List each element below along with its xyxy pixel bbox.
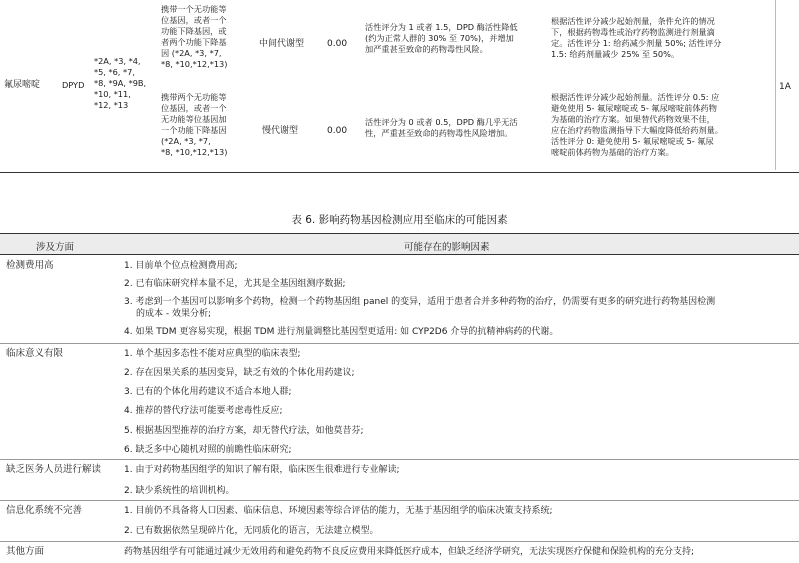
genotype-description bbox=[161, 92, 245, 158]
column-divider bbox=[775, 0, 776, 170]
recommendation-line: 为基础的治疗方案。如果替代药物效果不佳， bbox=[551, 114, 715, 124]
description-line: 携带一个无功能等 bbox=[161, 4, 227, 14]
factor-item-continuation: 的成本 - 效果分析; bbox=[136, 309, 212, 319]
recommendation-line: 根据活性评分减少起始剂量，条件允许的情况 bbox=[551, 16, 715, 26]
effect-line: 活性评分为 1 或者 1.5，DPD 酶活性降低 bbox=[365, 22, 518, 32]
group-divider bbox=[0, 500, 799, 501]
factor-item: 药物基因组学有可能通过减少无效用药和避免药物不良反应费用来降低医疗成本，但缺乏经济学研究，无法实现医疗保健和保险机构的充分支持; bbox=[124, 547, 695, 557]
description-line: 携带两个无功能等 bbox=[161, 92, 227, 102]
allele-line: *12, *13 bbox=[94, 100, 129, 110]
factor-item: 1. 由于对药物基因组学的知识了解有限，临床医生很难进行专业解读; bbox=[124, 465, 400, 475]
allele-line: *5, *6, *7, bbox=[94, 67, 135, 77]
effect-line: 性，严重甚至致命的药物毒性风险增加。 bbox=[365, 128, 513, 138]
factor-item: 1. 目前单个位点检测费用高; bbox=[124, 261, 238, 271]
effect-line: 活性评分为 0 或者 0.5，DPD 酶几乎无活 bbox=[365, 117, 518, 127]
effect-line: 加严重甚至致命的药物毒性风险。 bbox=[365, 44, 488, 54]
category-label: 信息化系统不完善 bbox=[6, 505, 83, 516]
description-line: 位基因，或者一个 bbox=[161, 15, 227, 25]
activity-score: 0.00 bbox=[327, 39, 348, 49]
description-line: 因 (*2A, *3, *7, bbox=[161, 48, 222, 58]
phenotype: 中间代谢型 bbox=[259, 39, 305, 49]
effect-line: (约为正常人群的 30% 至 70%)，并增加 bbox=[365, 33, 514, 43]
recommendation-line: 活性评分 0: 避免使用 5- 氟尿嘧啶或 5- 氟尿 bbox=[551, 136, 714, 146]
description-line: *8, *10,*12,*13) bbox=[161, 147, 228, 157]
drug-name: 氟尿嘧啶 bbox=[4, 80, 41, 90]
effect-text bbox=[365, 117, 547, 139]
factor-item: 5. 根据基因型推荐的治疗方案，却无替代疗法，如他莫昔芬; bbox=[124, 426, 364, 436]
recommendation-line: 下，根据药物毒性或治疗药物监测进行剂量滴 bbox=[551, 27, 715, 37]
header-bottom-rule bbox=[0, 254, 799, 255]
recommendation-line: 避免使用 5- 氟尿嘧啶或 5- 氟尿嘧啶前体药物 bbox=[551, 103, 717, 113]
factor-item: 4. 如果 TDM 更容易实现，根据 TDM 进行剂量调整比基因型更适用: 如 CYP2D6 介导的抗精神病药的代谢。 bbox=[124, 327, 559, 337]
factor-item: 2. 存在因果关系的基因变异，缺乏有效的个体化用药建议; bbox=[124, 368, 355, 378]
recommendation-text bbox=[551, 92, 773, 158]
factor-item: 1. 目前仍不具备将人口因素、临床信息、环境因素等综合评估的能力，无基于基因组学的临床决策支持系统; bbox=[124, 506, 553, 516]
recommendation-text bbox=[551, 16, 773, 60]
factor-item: 3. 已有的个体化用药建议不适合本地人群; bbox=[124, 387, 292, 397]
gene-name: DPYD bbox=[62, 80, 85, 90]
allele-list bbox=[94, 56, 160, 111]
group-divider bbox=[0, 459, 799, 460]
activity-score: 0.00 bbox=[327, 126, 348, 136]
description-line: (*2A, *3, *7, bbox=[161, 136, 211, 146]
description-line: *8, *10,*12,*13) bbox=[161, 59, 228, 69]
header-top-rule bbox=[0, 233, 799, 234]
category-label: 临床意义有限 bbox=[6, 348, 64, 359]
allele-line: *8, *9A, *9B, bbox=[94, 78, 147, 88]
group-divider bbox=[0, 343, 799, 344]
category-label: 缺乏医务人员进行解读 bbox=[6, 464, 102, 475]
allele-line: *2A, *3, *4, bbox=[94, 56, 141, 66]
table-bottom-rule bbox=[0, 172, 799, 173]
factor-item: 6. 缺乏多中心随机对照的前瞻性临床研究; bbox=[124, 445, 292, 455]
evidence-level: 1A bbox=[779, 82, 791, 92]
factor-item: 3. 考虑到一个基因可以影响多个药物，检测一个药物基因组 panel 的变异，适用于患者合并多种药物的治疗，仍需要有更多的研究进行药物基因检测 bbox=[124, 297, 716, 307]
factor-item: 2. 已有临床研究样本量不足，尤其是全基因组测序数据; bbox=[124, 279, 346, 289]
recommendation-line: 嘧啶前体药物为基础的治疗方案。 bbox=[551, 147, 674, 157]
description-line: 位基因，或者一个 bbox=[161, 103, 227, 113]
table-caption: 表 6. 影响药物基因检测应用至临床的可能因素 bbox=[291, 214, 508, 226]
header-band bbox=[0, 234, 799, 254]
description-line: 功能下降基因，或 bbox=[161, 26, 227, 36]
column-header: 可能存在的影响因素 bbox=[404, 242, 490, 253]
factor-item: 2. 缺少系统性的培训机构。 bbox=[124, 486, 235, 496]
factor-item: 1. 单个基因多态性不能对应典型的临床表型; bbox=[124, 349, 301, 359]
description-line: 无功能等位基因加 bbox=[161, 114, 227, 124]
description-line: 者两个功能下降基 bbox=[161, 37, 227, 47]
genotype-description bbox=[161, 4, 245, 70]
description-line: 一个功能下降基因 bbox=[161, 125, 227, 135]
column-header: 涉及方面 bbox=[36, 242, 75, 253]
allele-line: *10, *11, bbox=[94, 89, 131, 99]
effect-text bbox=[365, 22, 547, 55]
factor-item: 2. 已有数据依然呈现碎片化，无同质化的语言，无法建立模型。 bbox=[124, 526, 379, 536]
recommendation-line: 定。活性评分 1: 给药减少剂量 50%; 活性评分 bbox=[551, 38, 722, 48]
recommendation-line: 1.5: 给药剂量减少 25% 至 50%。 bbox=[551, 49, 680, 59]
phenotype: 慢代谢型 bbox=[262, 126, 299, 136]
category-label: 其他方面 bbox=[6, 546, 45, 557]
recommendation-line: 应在治疗药物监测指导下大幅度降低给药剂量。 bbox=[551, 125, 723, 135]
category-label: 检测费用高 bbox=[6, 260, 54, 271]
group-divider bbox=[0, 541, 799, 542]
factor-item: 4. 推荐的替代疗法可能要考虑毒性反应; bbox=[124, 406, 283, 416]
recommendation-line: 根据活性评分减少起始剂量。活性评分 0.5: 应 bbox=[551, 92, 720, 102]
